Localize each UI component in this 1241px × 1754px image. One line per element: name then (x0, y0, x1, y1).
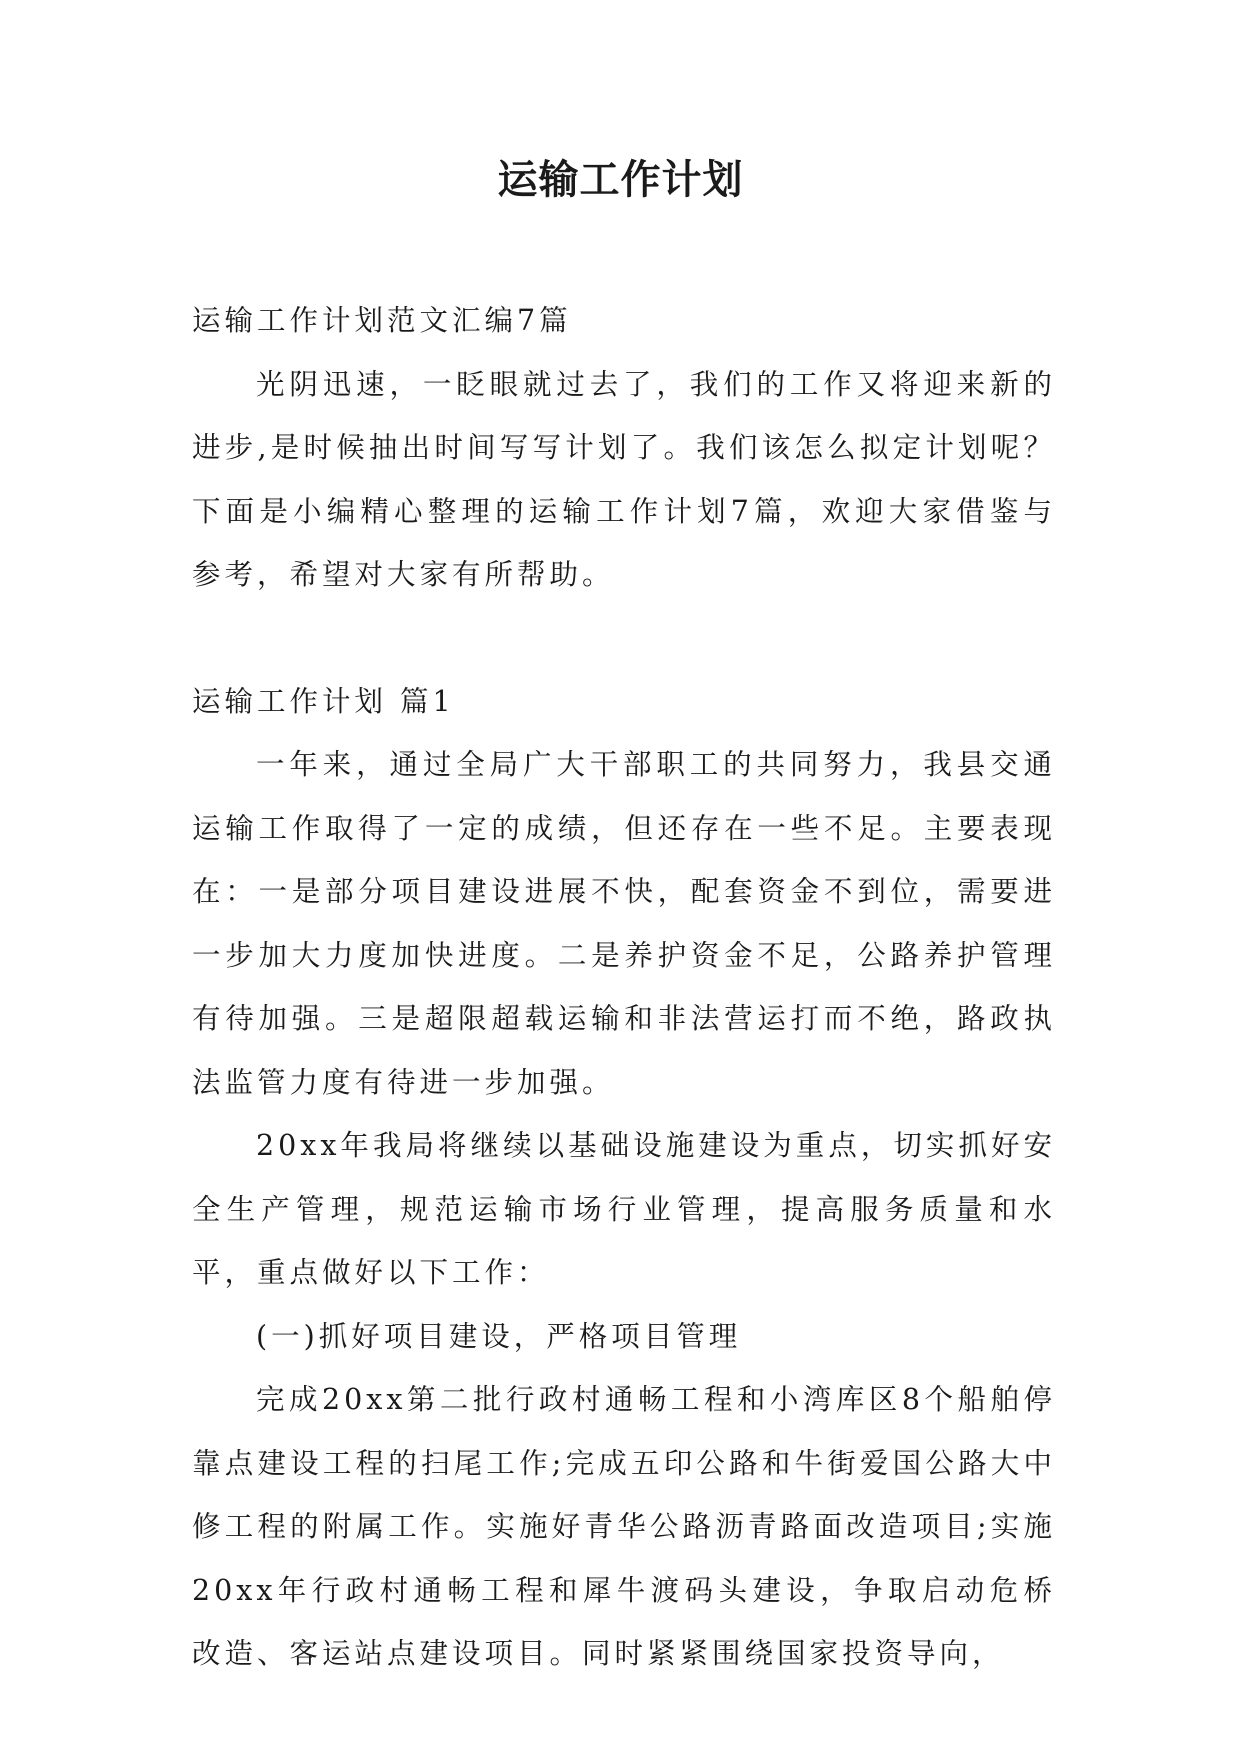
intro-paragraph: 光阴迅速，一眨眼就过去了，我们的工作又将迎来新的进步,是时候抽出时间写写计划了。我们该怎么拟定计划呢？下面是小编精心整理的运输工作计划7篇，欢迎大家借鉴与参考，希望对大家有所帮助。 (192, 367, 1056, 591)
paragraph-gap (192, 607, 1056, 670)
document-title: 运输工作计划 (497, 156, 744, 203)
document-body (192, 289, 1056, 1686)
section-heading: 运输工作计划 篇1 (192, 684, 455, 718)
subsection-heading: (一)抓好项目建设，严格项目管理 (256, 1319, 742, 1353)
body-paragraph: 20xx年我局将继续以基础设施建设为重点，切实抓好安全生产管理，规范运输市场行业管理，提高服务质量和水平，重点做好以下工作： (192, 1129, 1056, 1289)
body-paragraph: 完成20xx第二批行政村通畅工程和小湾库区8个船舶停靠点建设工程的扫尾工作;完成五印公路和牛街爱国公路大中修工程的附属工作。实施好青华公路沥青路面改造项目;实施20xx年行政村通畅工程和犀牛渡码头建设，争取启动危桥改造、客运站点建设项目。同时紧紧围绕国家投资导向， (192, 1383, 1056, 1670)
document-subtitle: 运输工作计划范文汇编7篇 (192, 304, 572, 337)
body-paragraph: 一年来，通过全局广大干部职工的共同努力，我县交通运输工作取得了一定的成绩，但还存在一些不足。主要表现在：一是部分项目建设进展不快，配套资金不到位，需要进一步加大力度加快进度。二是养护资金不足，公路养护管理有待加强。三是超限超载运输和非法营运打而不绝，路政执法监管力度有待进一步加强。 (192, 748, 1056, 1099)
